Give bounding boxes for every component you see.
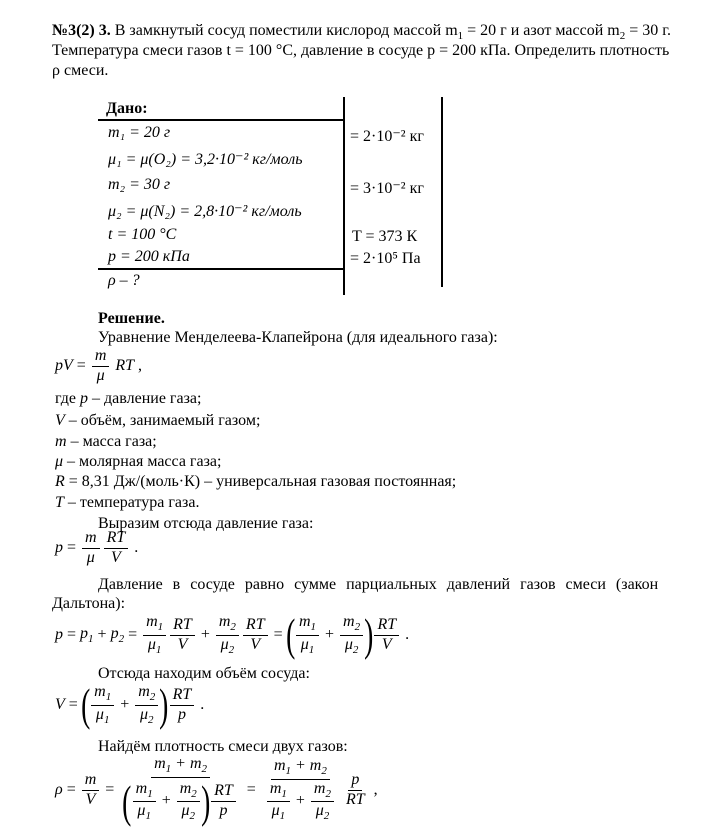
formula-mendeleev: pV = $\frac{m}{\mu}$ RT , xyxy=(55,347,143,384)
def-sym-mu: μ xyxy=(55,453,64,470)
formula-dalton: p = $p_1$ + $p_2$ = $\frac{m_1}{\mu_1}$ $\frac{RT}{V}$ + $\frac{m_2}{\mu_2}$ $\frac{RT}{V}$ = ( $\frac{m_1}{\mu_1}$ + $\frac{m_2}{\mu_2}$ ) $\frac{RT}{V}$ . xyxy=(55,609,410,660)
given-row-p: p = 200 кПа xyxy=(108,248,190,265)
solution-intro: Уравнение Менделеева-Клапейрона (для идеального газа): xyxy=(98,329,498,346)
def-sym-T: T xyxy=(55,494,64,511)
density-text: Найдём плотность смеси двух газов: xyxy=(98,738,348,755)
si-divider xyxy=(441,97,443,287)
def-text-R: = 8,31 Дж/(моль·К) – универсальная газовая постоянная; xyxy=(64,473,457,490)
given-row-mu2: μ₂ = μ(N₂) = 2,8·10⁻² кг/моль xyxy=(108,203,302,220)
given-header: Дано: xyxy=(106,100,148,117)
problem-text-b: = 20 г и азот массой m xyxy=(463,22,620,39)
def-text-mu: – молярная масса газа; xyxy=(63,453,222,470)
problem-text-a: В замкнутый сосуд поместили кислород массой m xyxy=(114,22,458,39)
def-mu xyxy=(55,453,221,471)
def-text-p: – давление газа; xyxy=(88,390,202,407)
formula-density: ρ = $\frac{m}{V}$ = $m_1 + m_2$ ( $\frac{m_1}{\mu_1}$ + $\frac{m_2}{\mu_2}$ ) $\frac{RT}{p}$ = $m_1 + m_2$ $\frac{m_1}{\mu_1}$ + $\frac{m_2}{\mu_2}$ $\frac{p}{RT}$ , xyxy=(55,755,378,827)
si-m2: = 3·10⁻² кг xyxy=(350,180,424,197)
def-text-T: – температура газа. xyxy=(63,494,200,511)
problem-line-2: Температура смеси газов t = 100 °С, давление в сосуде p = 200 кПа. Определить плотность xyxy=(52,42,670,59)
problem-line-1: №3(2) 3. В замкнутый сосуд поместили кислород массой $m_1 = 20$ г и азот массой $m_2 = 30$ г. xyxy=(52,22,672,43)
dalton-line-1: Давление в сосуде равно сумме парциальных давлений газов смеси (закон xyxy=(98,576,659,593)
given-divider xyxy=(343,97,345,295)
def-T xyxy=(55,494,199,512)
solution-header: Решение. xyxy=(98,310,165,327)
def-R xyxy=(55,473,456,491)
given-row-t: t = 100 °C xyxy=(108,226,177,243)
dalton-line-2: Дальтона): xyxy=(52,595,126,612)
given-top-rule xyxy=(98,119,345,121)
problem-number: №3(2) 3. xyxy=(52,22,111,39)
def-sym-V: V xyxy=(55,412,65,429)
problem-text-c: = 30 г. xyxy=(625,22,672,39)
given-row-mu1: μ₁ = μ(O₂) = 3,2·10⁻² кг/моль xyxy=(108,151,303,168)
given-row-m1: m₁ = 20 г xyxy=(108,124,171,141)
def-m xyxy=(55,433,157,451)
def-text-V: – объём, занимаемый газом; xyxy=(64,412,261,429)
formula-pressure: p = $\frac{m}{\mu}$ $\frac{RT}{V}$ . xyxy=(55,529,139,566)
def-sym-p: p xyxy=(80,390,89,407)
def-text-m: – масса газа; xyxy=(66,433,157,450)
given-row-m2: m₂ = 30 г xyxy=(108,176,171,193)
where-text: где xyxy=(55,390,77,407)
where-label xyxy=(55,390,201,408)
def-sym-R: R xyxy=(55,473,65,490)
formula-volume: V = ( $\frac{m_1}{\mu_1}$ + $\frac{m_2}{\mu_2}$ ) $\frac{RT}{p}$ . xyxy=(55,679,205,730)
express-text: Выразим отсюда давление газа: xyxy=(98,515,314,532)
def-sym-m: m xyxy=(55,433,67,450)
given-find: ρ – ? xyxy=(108,272,140,289)
volume-text: Отсюда находим объём сосуда: xyxy=(98,665,310,682)
si-T: T = 373 К xyxy=(352,228,418,245)
si-m1: = 2·10⁻² кг xyxy=(350,128,424,145)
problem-line-3: ρ смеси. xyxy=(52,62,109,79)
def-V xyxy=(55,412,260,430)
given-bottom-rule xyxy=(98,268,345,270)
si-p: = 2·10⁵ Па xyxy=(350,250,421,267)
